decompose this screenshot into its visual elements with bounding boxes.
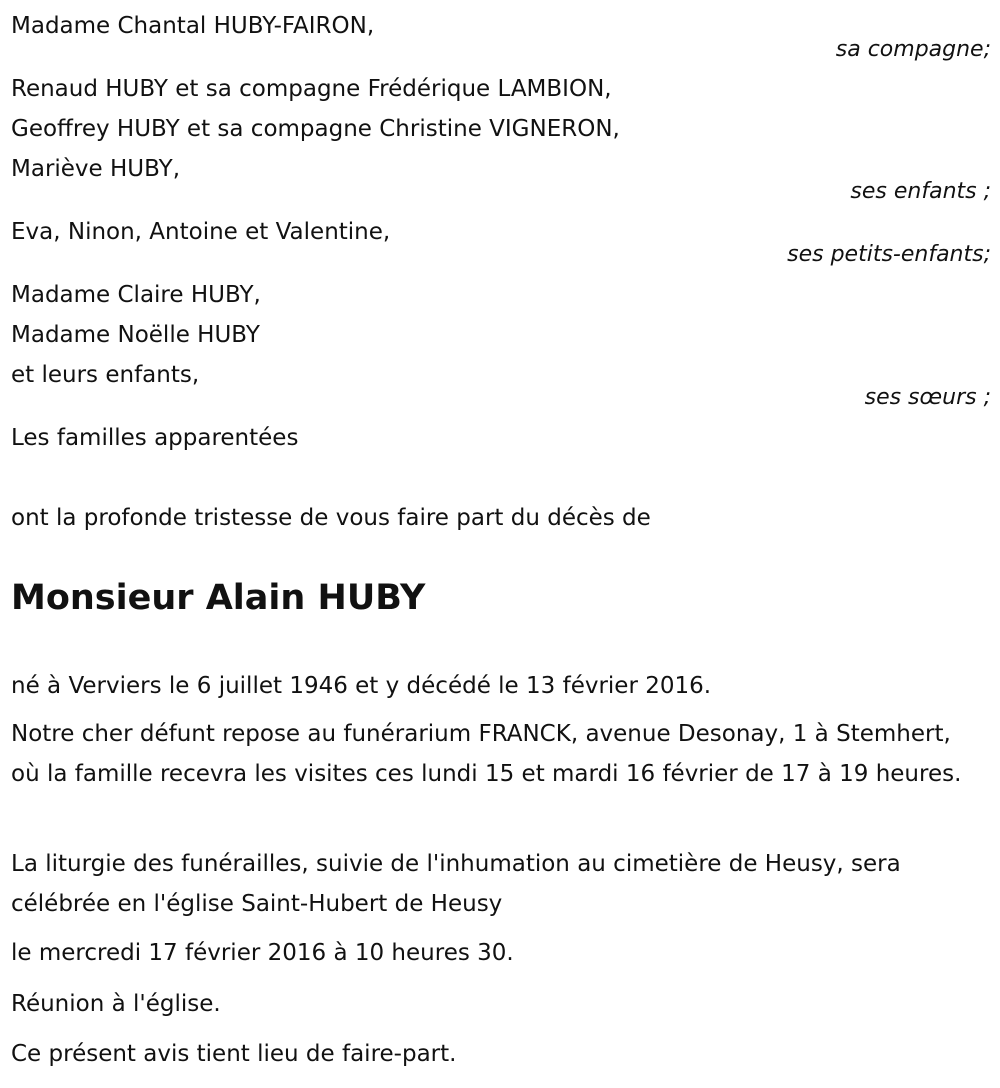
sister-line-3: et leurs enfants, (11, 362, 200, 388)
child-line-2: Geoffrey HUBY et sa compagne Christine VIGNERON, (11, 116, 620, 142)
grandchildren-role: ses petits-enfants; (787, 242, 991, 267)
liturgy-paragraph: La liturgie des funérailles, suivie de l'inhumation au cimetière de Heusy, sera célébrée en l'église Saint-Hubert de Heusy (11, 851, 901, 917)
child-line-1: Renaud HUBY et sa compagne Frédérique LAMBION, (11, 76, 612, 102)
date-time-line: le mercredi 17 février 2016 à 10 heures 30. (11, 940, 514, 966)
gathering-line: Réunion à l'église. (11, 991, 221, 1017)
partner-line: Madame Chantal HUBY-FAIRON, (11, 13, 375, 39)
sister-line-1: Madame Claire HUBY, (11, 282, 261, 308)
grandchildren-line: Eva, Ninon, Antoine et Valentine, (11, 219, 391, 245)
sisters-role: ses sœurs ; (864, 385, 991, 410)
partner-role: sa compagne; (835, 37, 991, 62)
relatives-line: Les familles apparentées (11, 425, 299, 451)
children-role: ses enfants ; (850, 179, 991, 204)
notice-line: Ce présent avis tient lieu de faire-part. (11, 1041, 457, 1067)
child-line-3: Mariève HUBY, (11, 156, 181, 182)
birth-death-line: né à Verviers le 6 juillet 1946 et y décédé le 13 février 2016. (11, 673, 712, 699)
visitation-paragraph: Notre cher défunt repose au funérarium FRANCK, avenue Desonay, 1 à Stemhert, où la famille recevra les visites ces lundi 15 et mardi 16 février de 17 à 19 heures. (11, 721, 962, 787)
deceased-name: Monsieur Alain HUBY (11, 578, 426, 618)
announcement-line: ont la profonde tristesse de vous faire part du décès de (11, 505, 651, 531)
sister-line-2: Madame Noëlle HUBY (11, 322, 260, 348)
